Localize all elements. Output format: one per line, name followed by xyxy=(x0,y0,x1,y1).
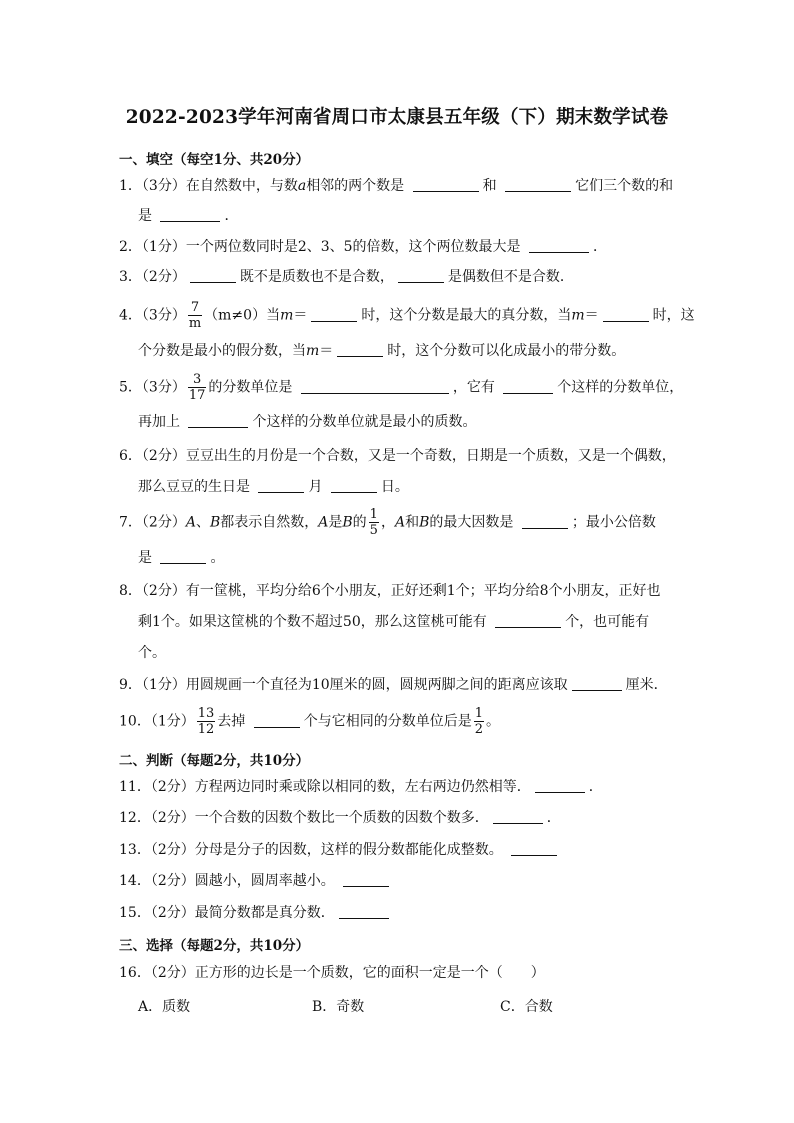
question-10: 10．（1分） $\frac{13}{12}$ 去掉 个与它相同的分数单位后是 $\frac{1}{2}$ 。 xyxy=(119,706,501,737)
option-b[interactable]: B．奇数 xyxy=(312,999,365,1015)
question-13: 13．（2分）分母是分子的因数，这样的假分数都能化成整数。 xyxy=(119,840,679,860)
question-1-cont: 是 ． xyxy=(138,208,239,224)
answer-blank[interactable] xyxy=(190,268,236,283)
question-7: 7．（2分）A、B都表示自然数，A是B的 $\frac{1}{5}$ ，A和B的最大因数是 ；最小公倍数 xyxy=(119,507,656,538)
question-4-cont: 个分数是最小的假分数，当m＝ 时，这个分数可以化成最小的带分数。 xyxy=(138,343,626,359)
answer-blank[interactable] xyxy=(331,478,377,493)
answer-blank[interactable] xyxy=(493,809,543,824)
question-5-cont: 再加上 个这样的分数单位就是最小的质数。 xyxy=(138,414,477,430)
answer-blank[interactable] xyxy=(343,872,389,887)
answer-blank[interactable] xyxy=(254,713,300,728)
answer-blank[interactable] xyxy=(160,207,220,222)
page-title: 2022-2023学年河南省周口市太康县五年级（下）期末数学试卷 xyxy=(125,107,669,128)
answer-blank[interactable] xyxy=(495,613,561,628)
fraction: $\frac{1}{2}$ xyxy=(474,706,484,737)
option-c[interactable]: C．合数 xyxy=(500,999,553,1015)
question-7-cont: 是 。 xyxy=(138,550,225,566)
answer-blank[interactable] xyxy=(529,238,589,253)
fraction: $\frac{13}{12}$ xyxy=(197,706,215,737)
fraction: $\frac{1}{5}$ xyxy=(369,507,378,538)
answer-blank[interactable] xyxy=(535,778,585,793)
answer-blank[interactable] xyxy=(188,413,248,428)
answer-blank[interactable] xyxy=(398,268,444,283)
section-heading-fill-in: 一、填空（每空1分、共20分） xyxy=(119,152,310,168)
answer-blank[interactable] xyxy=(311,307,357,322)
question-1: 1．（3分）在自然数中，与数a相邻的两个数是 和 它们三个数的和 xyxy=(119,178,674,194)
question-4: 4．（3分） $\frac{7}{m}$ （m≠0）当m＝ 时，这个分数是最大的真分数，当m＝ 时，这 xyxy=(119,300,695,331)
question-6: 6．（2分）豆豆出生的月份是一个合数，又是一个奇数，日期是一个质数，又是一个偶数， xyxy=(119,448,676,464)
question-8-cont-2: 个。 xyxy=(138,645,166,661)
question-12: 12．（2分）一个合数的因数个数比一个质数的因数个数多． ． xyxy=(119,810,561,826)
question-6-cont: 那么豆豆的生日是 月 日。 xyxy=(138,479,409,495)
answer-blank[interactable] xyxy=(258,478,304,493)
section-heading-judge: 二、判断（每题2分，共10分） xyxy=(119,753,310,769)
question-3: 3．（2分） 既不是质数也不是合数， 是偶数但不是合数． xyxy=(119,269,574,285)
answer-blank[interactable] xyxy=(503,379,553,394)
question-2: 2．（1分）一个两位数同时是2、3、5的倍数，这个两位数最大是 ． xyxy=(119,239,607,255)
answer-blank[interactable] xyxy=(413,177,479,192)
question-8-cont: 剩1个。如果这筐桃的个数不超过50，那么这筐桃可能有 个，也可能有 xyxy=(138,614,650,630)
question-11: 11．（2分）方程两边同时乘或除以相同的数，左右两边仍然相等． ． xyxy=(119,779,603,795)
answer-blank[interactable] xyxy=(572,676,622,691)
answer-blank[interactable] xyxy=(603,307,649,322)
answer-blank[interactable] xyxy=(511,841,557,856)
answer-blank[interactable] xyxy=(337,342,383,357)
answer-blank[interactable] xyxy=(301,379,449,394)
fraction: $\frac{3}{17}$ xyxy=(188,372,206,403)
answer-blank[interactable] xyxy=(505,177,571,192)
question-8: 8．（2分）有一筐桃，平均分给6个小朋友，正好还剩1个；平均分给8个小朋友，正好也 xyxy=(119,583,661,599)
question-14: 14．（2分）圆越小，圆周率越小。 xyxy=(119,871,679,891)
answer-blank[interactable] xyxy=(522,514,568,529)
section-heading-choice: 三、选择（每题2分，共10分） xyxy=(119,938,310,954)
option-a[interactable]: A．质数 xyxy=(138,999,191,1015)
fraction: $\frac{7}{m}$ xyxy=(188,300,202,331)
question-16: 16．（2分）正方形的边长是一个质数，它的面积一定是一个（ ） xyxy=(119,965,545,981)
question-9: 9．（1分）用圆规画一个直径为10厘米的圆，圆规两脚之间的距离应该取 厘米． xyxy=(119,677,668,693)
question-5: 5．（3分） $\frac{3}{17}$ 的分数单位是 ，它有 个这样的分数单位， xyxy=(119,372,684,403)
answer-blank[interactable] xyxy=(339,904,389,919)
answer-blank[interactable] xyxy=(160,549,206,564)
question-15: 15．（2分）最简分数都是真分数． xyxy=(119,903,679,923)
